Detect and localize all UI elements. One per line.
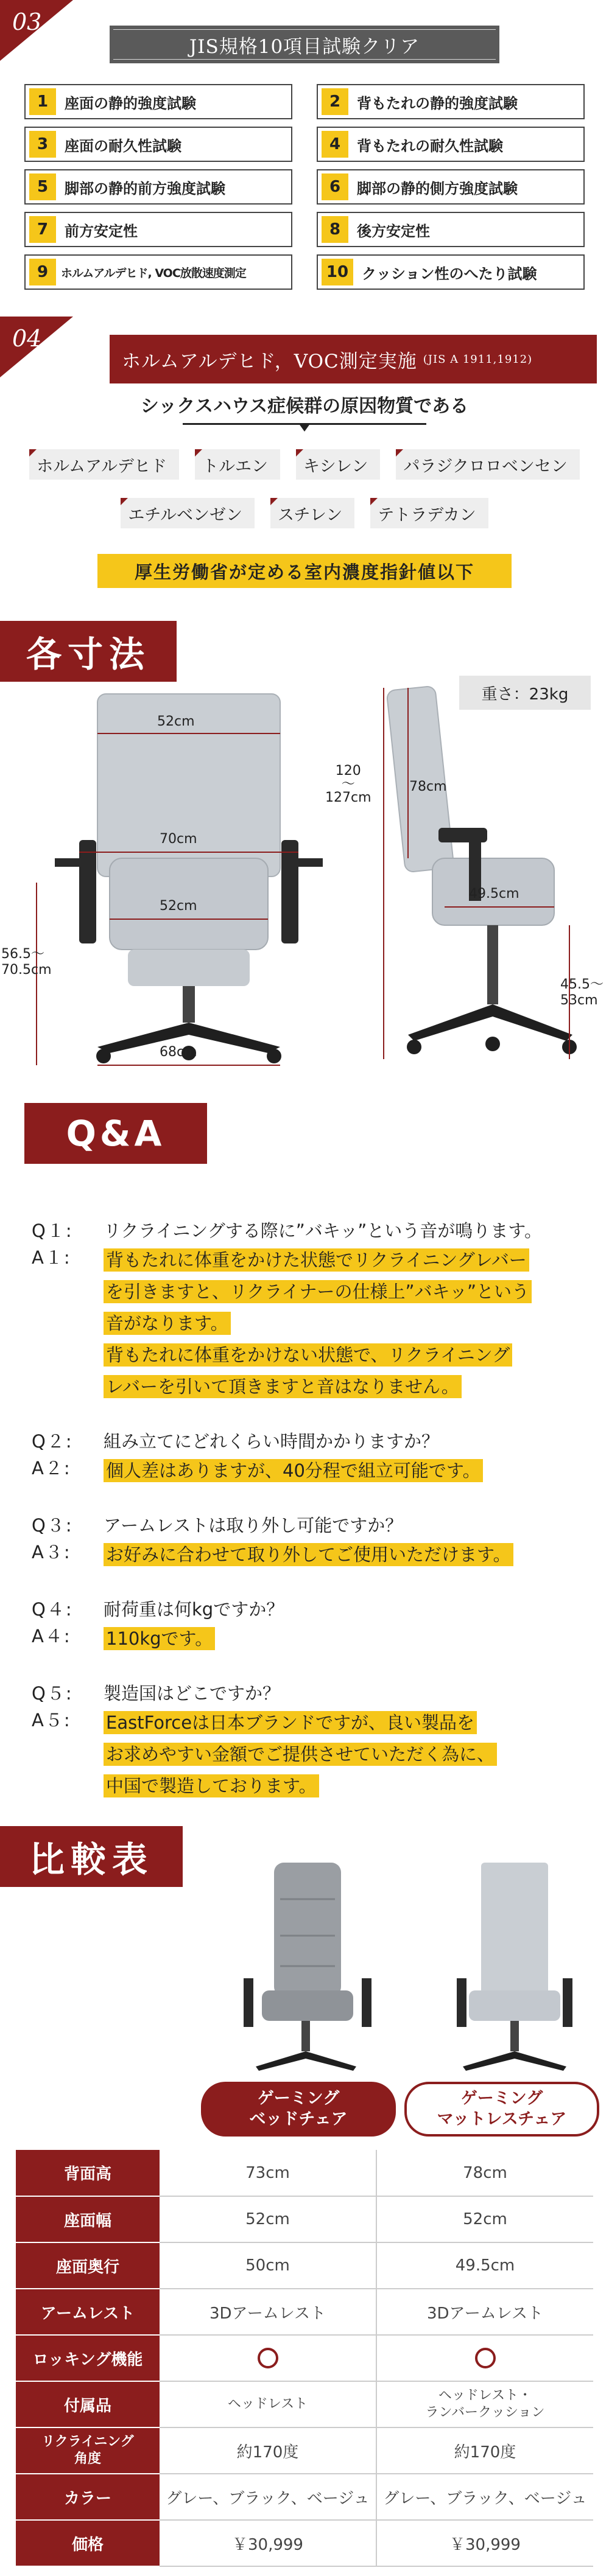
comparison-row-label: 座面奥行 — [16, 2242, 160, 2289]
comparison-row-label: ロッキング機能 — [16, 2335, 160, 2381]
test-item — [24, 169, 292, 205]
comparison-row-label: 付属品 — [16, 2381, 160, 2427]
product-a-value: ヘッドレスト — [160, 2381, 376, 2427]
product-a-value: 50cm — [160, 2242, 376, 2289]
comparison-row — [16, 2196, 593, 2242]
side-chair-image — [387, 686, 577, 1054]
test-item — [317, 127, 585, 162]
answer-text: お求めやすい金額でご提供させていただく為に、 — [104, 1743, 497, 1766]
test-item — [317, 84, 585, 119]
front-chair-image — [55, 694, 323, 1063]
section-number-tag — [0, 317, 73, 377]
answer-text: 背もたれに体重をかけた状態でリクライニングレバー — [104, 1248, 529, 1272]
test-item — [24, 84, 292, 119]
product-b-value: 78cm — [376, 2150, 593, 2196]
question-label: Q２: — [32, 1431, 73, 1452]
test-label: ホルムアルデヒド, VOC放散速度測定 — [61, 266, 246, 280]
question-row — [32, 1217, 604, 1244]
answer-row — [32, 1244, 604, 1402]
test-item — [317, 254, 585, 290]
comparison-row — [16, 2150, 593, 2196]
question-text: 耐荷重は何kgですか？ — [104, 1599, 284, 1620]
comparison-row-label: 座面幅 — [16, 2196, 160, 2242]
circle-icon — [475, 2348, 496, 2368]
test-item — [24, 212, 292, 247]
question-row — [32, 1596, 604, 1623]
qa-list — [32, 1217, 604, 1802]
dim-arm-height: 56.5〜 70.5cm — [1, 947, 52, 978]
dimension-diagram — [18, 676, 591, 1071]
question-label: Q１: — [32, 1220, 73, 1241]
circle-icon — [258, 2348, 278, 2368]
question-row — [32, 1680, 604, 1707]
answer-text: 背もたれに体重をかけない状態で、リクライニング — [104, 1343, 512, 1367]
section-title: ホルムアルデヒド，VOC測定実施 (JIS A 1911,1912) — [110, 335, 597, 383]
answer-row — [32, 1707, 604, 1802]
product-a-value: グレー、ブラック、ベージュ — [160, 2474, 376, 2520]
dimensions-heading: 各寸法 — [0, 621, 177, 682]
product-a-value: 3Dアームレスト — [160, 2289, 376, 2335]
test-label: 背もたれの耐久性試験 — [357, 137, 503, 155]
product-b-value: 約170度 — [376, 2427, 593, 2474]
answer-text: お好みに合わせて取り外してご使用いただけます。 — [104, 1543, 513, 1566]
question-row — [32, 1428, 604, 1455]
section-number: 04 — [12, 325, 42, 352]
test-item — [24, 254, 292, 290]
comparison-row-label: 背面高 — [16, 2150, 160, 2196]
dim-seat-width: 52cm — [160, 898, 197, 914]
chemical-tag: ホルムアルデヒド — [29, 449, 179, 480]
chemical-tag: キシレン — [296, 449, 380, 480]
product-b-value: 52cm — [376, 2196, 593, 2242]
test-label: 脚部の静的側方強度試験 — [357, 180, 518, 197]
question-label: Q４: — [32, 1599, 73, 1620]
dim-arm-width: 70cm — [160, 831, 197, 847]
question-label: Q５: — [32, 1683, 73, 1704]
chemical-list-row-2 — [0, 498, 609, 528]
chemical-list-row-1 — [0, 449, 609, 480]
section-jis-tests — [0, 0, 609, 304]
test-number-badge: 5 — [29, 173, 56, 200]
section-number-tag — [0, 0, 73, 61]
product-b-image — [457, 1863, 572, 2071]
question-text: 製造国はどこですか？ — [104, 1683, 281, 1704]
question-row — [32, 1512, 604, 1539]
test-label: クッション性のへたり試験 — [362, 265, 537, 282]
test-label: 後方安定性 — [357, 222, 430, 240]
comparison-row-label: アームレスト — [16, 2289, 160, 2335]
test-number-badge: 10 — [322, 259, 353, 285]
answer-text: 音がなります。 — [104, 1312, 231, 1335]
dim-seat-depth: 49.5cm — [469, 886, 519, 901]
answer-row — [32, 1539, 604, 1570]
test-list — [24, 84, 585, 290]
test-label: 前方安定性 — [65, 222, 138, 240]
dim-base-width: 68cm — [160, 1045, 197, 1060]
comparison-row-label: 価格 — [16, 2520, 160, 2566]
answer-label: A３: — [32, 1542, 71, 1563]
test-item — [317, 212, 585, 247]
test-item — [24, 127, 292, 162]
test-number-badge: 2 — [322, 88, 348, 115]
answer-row — [32, 1623, 604, 1654]
answer-label: A２: — [32, 1458, 71, 1479]
product-b-value: 3Dアームレスト — [376, 2289, 593, 2335]
answer-text: 110kgです。 — [104, 1627, 215, 1650]
product-a-image — [244, 1863, 371, 2071]
dim-seat-height: 45.5〜 53cm — [560, 977, 604, 1008]
product-a-label: ゲーミング ベッドチェア — [201, 2082, 396, 2137]
answer-label: A４: — [32, 1626, 71, 1647]
comparison-row-label: リクライニング 角度 — [16, 2427, 160, 2474]
test-number-badge: 7 — [29, 216, 56, 243]
comparison-row-label: カラー — [16, 2474, 160, 2520]
test-number-badge: 4 — [322, 131, 348, 158]
comparison-row — [16, 2520, 593, 2566]
test-number-badge: 9 — [29, 259, 56, 285]
comparison-row — [16, 2474, 593, 2520]
product-a-value: 約170度 — [160, 2427, 376, 2474]
comparison-row — [16, 2381, 593, 2427]
section-number: 03 — [12, 9, 42, 35]
answer-row — [32, 1455, 604, 1486]
answer-label: A１: — [32, 1247, 71, 1268]
section-title: JIS規格10項目試験クリア — [110, 26, 499, 63]
section-voc — [0, 317, 609, 603]
product-b-value: ￥30,999 — [376, 2520, 593, 2566]
answer-text: を引きますと、リクライナーの仕様上”バキッ”という — [104, 1280, 532, 1303]
test-number-badge: 1 — [29, 88, 56, 115]
chemical-tag: テトラデカン — [370, 498, 488, 528]
product-a-value: 52cm — [160, 2196, 376, 2242]
dim-back-height: 78cm — [409, 779, 447, 794]
product-b-value: ヘッドレスト・ ランバークッション — [376, 2381, 593, 2427]
product-b-value — [376, 2335, 593, 2381]
comparison-row — [16, 2242, 593, 2289]
chemical-tag: スチレン — [270, 498, 354, 528]
comparison-row — [16, 2427, 593, 2474]
guideline-notice: 厚生労働省が定める室内濃度指針値以下 — [97, 554, 512, 588]
test-label: 背もたれの静的強度試験 — [357, 94, 518, 112]
test-label: 脚部の静的前方強度試験 — [65, 180, 225, 197]
dim-total-height: 120 〜 127cm — [325, 763, 371, 805]
product-b-value: グレー、ブラック、ベージュ — [376, 2474, 593, 2520]
answer-text: 中国で製造しております。 — [104, 1774, 319, 1797]
chemical-tag: エチルベンゼン — [121, 498, 255, 528]
voc-subheading: シックスハウス症候群の原因物質である — [140, 396, 469, 417]
comparison-table — [16, 2150, 593, 2567]
dim-back-width: 52cm — [157, 714, 195, 729]
test-item — [317, 169, 585, 205]
compare-heading: 比較表 — [0, 1826, 183, 1887]
test-label: 座面の静的強度試験 — [65, 94, 196, 112]
product-b-value: 49.5cm — [376, 2242, 593, 2289]
answer-text: EastForceは日本ブランドですが、良い製品を — [104, 1711, 477, 1734]
question-text: 組み立てにどれくらい時間かかりますか？ — [104, 1431, 440, 1452]
answer-label: A５: — [32, 1710, 71, 1731]
test-number-badge: 6 — [322, 173, 348, 200]
question-label: Q３: — [32, 1515, 73, 1536]
product-b-label: ゲーミング マットレスチェア — [404, 2082, 599, 2137]
compare-product-images — [201, 1850, 603, 2082]
question-text: リクライニングする際に”バキッ”という音が鳴ります。 — [104, 1220, 542, 1241]
weight-badge: 重さ：23kg — [459, 676, 591, 710]
answer-text: レバーを引いて頂きますと音はなりません。 — [104, 1375, 462, 1398]
chemical-tag: パラジクロロベンセン — [396, 449, 579, 480]
test-number-badge: 3 — [29, 131, 56, 158]
qa-heading: Q&A — [24, 1103, 207, 1164]
comparison-row — [16, 2335, 593, 2381]
chemical-tag: トルエン — [195, 449, 280, 480]
product-a-value — [160, 2335, 376, 2381]
test-number-badge: 8 — [322, 216, 348, 243]
question-text: アームレストは取り外し可能ですか？ — [104, 1515, 403, 1536]
product-a-value: 73cm — [160, 2150, 376, 2196]
answer-text: 個人差はありますが、40分程で組立可能です。 — [104, 1459, 483, 1482]
arrow-down-icon — [183, 423, 426, 425]
comparison-row — [16, 2289, 593, 2335]
product-a-value: ￥30,999 — [160, 2520, 376, 2566]
test-label: 座面の耐久性試験 — [65, 137, 181, 155]
